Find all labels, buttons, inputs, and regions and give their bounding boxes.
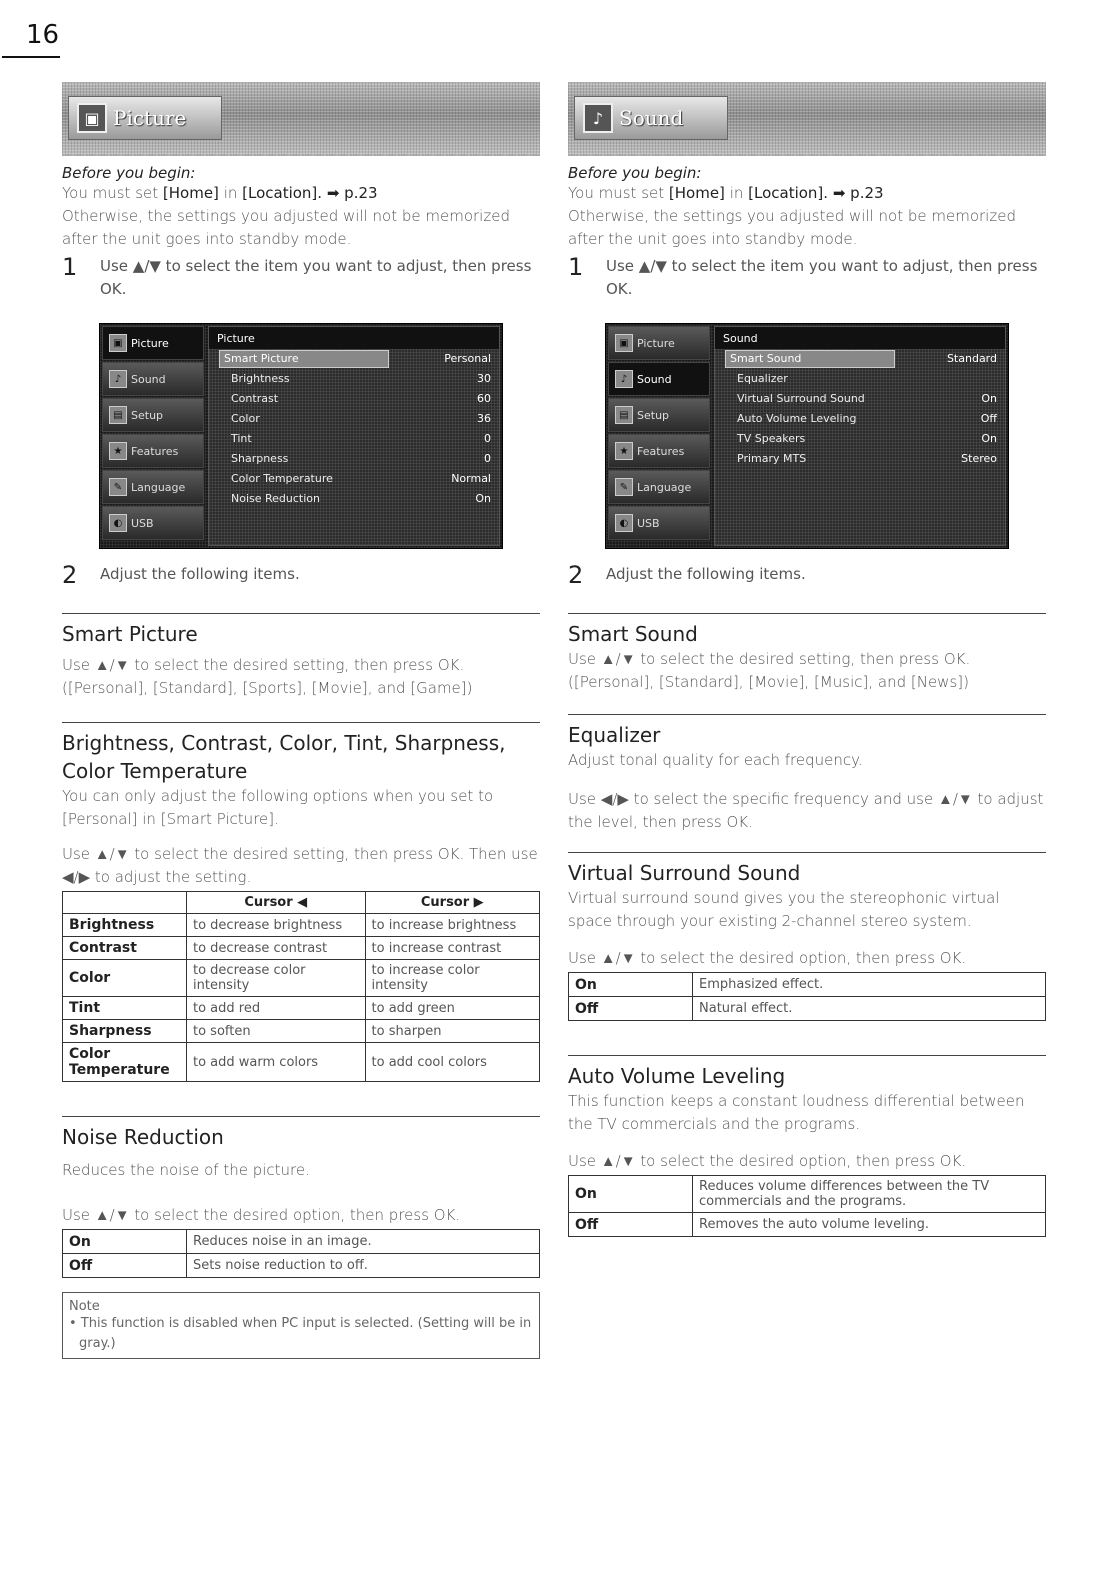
table-row [63, 937, 540, 960]
cursor-table [62, 891, 540, 1082]
cursor-table-corner [63, 892, 187, 914]
menu-row-label: Sharpness [231, 452, 289, 465]
menu-row-value: 36 [477, 412, 491, 425]
smart-picture-section [62, 613, 540, 700]
step-1-text: Use ▲/▼ to select the item you want to adjust, then press OK. [100, 257, 532, 298]
auto-volume-section [568, 1055, 1046, 1237]
menu-row-value: 0 [484, 432, 491, 445]
menu-title: Picture [209, 327, 499, 349]
menu-row [209, 469, 499, 489]
cursor-right-header: Cursor ▶ [365, 892, 539, 914]
setup-icon: ▤ [615, 406, 633, 424]
menu-sidebar [102, 326, 204, 542]
menu-row-label: Contrast [231, 392, 279, 405]
vss-p1: Virtual surround sound gives you the stereophonic virtual space through your existing 2-channel stereo system. [568, 889, 1000, 930]
menu-row-label: Tint [231, 432, 252, 445]
noise-reduction-heading: Noise Reduction [62, 1125, 224, 1149]
setting-name: Sharpness [63, 1020, 187, 1043]
menu-sidebar-item-sound [608, 362, 710, 396]
vss-options-table [568, 972, 1046, 1021]
sound-banner [568, 82, 1046, 156]
menu-sidebar-item-picture [102, 326, 204, 360]
menu-sidebar-item-language [608, 470, 710, 504]
menu-row-value: On [475, 492, 491, 505]
note-box [62, 1292, 540, 1359]
avl-options-table [568, 1175, 1046, 1237]
menu-sidebar-label: Setup [131, 408, 164, 422]
cursor-left-header: Cursor ◀ [187, 892, 366, 914]
menu-row-value: Normal [451, 472, 491, 485]
menu-row [209, 389, 499, 409]
menu-main-panel [714, 326, 1006, 546]
picture-banner-tab [68, 96, 222, 140]
equalizer-p2: Use ◀/▶ to select the specific frequency and use ▲/▼ to adjust the level, then press OK. [568, 790, 1044, 831]
before-you-begin-title: Before you begin: [568, 164, 702, 182]
menu-sidebar-item-sound [102, 362, 204, 396]
avl-p2: Use ▲/▼ to select the desired option, then press OK. [568, 1152, 967, 1170]
equalizer-heading: Equalizer [568, 723, 661, 747]
menu-row [209, 369, 499, 389]
menu-row-label: Auto Volume Leveling [737, 412, 857, 425]
features-icon: ★ [109, 442, 127, 460]
menu-row [209, 429, 499, 449]
sound-icon: ♪ [109, 370, 127, 388]
table-row [569, 1176, 1046, 1213]
setting-name: Color [63, 960, 187, 997]
cursor-left-effect: to add red [187, 997, 366, 1020]
menu-row-label: TV Speakers [737, 432, 806, 445]
setting-name: Brightness [63, 914, 187, 937]
menu-sidebar-label: USB [637, 516, 660, 530]
menu-sidebar-item-language [102, 470, 204, 504]
menu-row-value: Stereo [961, 452, 997, 465]
before-line-2: Otherwise, the settings you adjusted will not be memorized after the unit goes into standby mode. [568, 207, 1016, 248]
table-row [63, 960, 540, 997]
smart-sound-section [568, 613, 1046, 694]
table-row [63, 1230, 540, 1254]
step-1-text: Use ▲/▼ to select the item you want to adjust, then press OK. [606, 257, 1038, 298]
menu-sidebar-label: Picture [637, 336, 675, 350]
cursor-left-effect: to decrease color intensity [187, 960, 366, 997]
brightness-p2: Use ▲/▼ to select the desired setting, then press OK. Then use ◀/▶ to adjust the setting. [62, 845, 538, 886]
step-2: 2 Adjust the following items. [568, 561, 806, 589]
menu-row [209, 489, 499, 509]
table-row [63, 997, 540, 1020]
usb-icon: ◐ [615, 514, 633, 532]
picture-icon: ▣ [109, 334, 127, 352]
option-name: On [569, 973, 693, 997]
smart-picture-line2: ([Personal], [Standard], [Sports], [Movie], and [Game]) [62, 679, 473, 697]
step-2-text: Adjust the following items. [606, 565, 806, 583]
menu-row [209, 409, 499, 429]
features-icon: ★ [615, 442, 633, 460]
menu-row [715, 389, 1005, 409]
cursor-right-effect: to sharpen [365, 1020, 539, 1043]
sound-column [568, 82, 1046, 1237]
step-1: 1 Use ▲/▼ to select the item you want to adjust, then press OK. [568, 255, 1046, 301]
option-desc: Reduces noise in an image. [187, 1230, 540, 1254]
picture-icon: ▣ [615, 334, 633, 352]
smart-sound-heading: Smart Sound [568, 622, 698, 646]
menu-sidebar-label: Setup [637, 408, 670, 422]
virtual-surround-heading: Virtual Surround Sound [568, 861, 801, 885]
setup-icon: ▤ [109, 406, 127, 424]
sound-banner-tab [574, 96, 728, 140]
menu-row-value: On [981, 392, 997, 405]
setting-name: Color Temperature [63, 1043, 187, 1082]
picture-banner [62, 82, 540, 156]
sound-menu-screenshot [605, 323, 1009, 549]
cursor-left-effect: to soften [187, 1020, 366, 1043]
picture-column [62, 82, 540, 1359]
step-1: 1 Use ▲/▼ to select the item you want to adjust, then press OK. [62, 255, 540, 301]
menu-row-label: Color Temperature [231, 472, 333, 485]
auto-volume-heading: Auto Volume Leveling [568, 1064, 786, 1088]
option-name: On [569, 1176, 693, 1213]
note-item: • This function is disabled when PC input is selected. (Setting will be in gray.) [69, 1316, 532, 1351]
menu-row-label: Brightness [231, 372, 290, 385]
equalizer-p1: Adjust tonal quality for each frequency. [568, 751, 863, 769]
menu-sidebar-item-features [608, 434, 710, 468]
option-desc: Reduces volume differences between the TV commercials and the programs. [693, 1176, 1046, 1213]
before-line-1: You must set [Home] in [Location]. ➡ p.23 [568, 184, 884, 202]
option-name: Off [569, 997, 693, 1021]
menu-row [209, 349, 499, 369]
cursor-left-effect: to decrease contrast [187, 937, 366, 960]
cursor-right-effect: to increase brightness [365, 914, 539, 937]
cursor-right-effect: to increase color intensity [365, 960, 539, 997]
picture-banner-label: Picture [113, 106, 187, 130]
menu-row-value: 0 [484, 452, 491, 465]
option-desc: Natural effect. [693, 997, 1046, 1021]
menu-row-label: Primary MTS [737, 452, 807, 465]
noise-reduction-section [62, 1116, 540, 1359]
before-line-1: You must set [Home] in [Location]. ➡ p.23 [62, 184, 378, 202]
menu-row [209, 449, 499, 469]
menu-sidebar-label: USB [131, 516, 154, 530]
menu-row-label: Virtual Surround Sound [737, 392, 865, 405]
smart-picture-heading: Smart Picture [62, 622, 198, 646]
brightness-p1: You can only adjust the following options when you set to [Personal] in [Smart Picture]. [62, 787, 494, 828]
menu-sidebar-item-usb [102, 506, 204, 540]
page-number-rule [2, 56, 60, 58]
step-2-text: Adjust the following items. [100, 565, 300, 583]
equalizer-section [568, 714, 1046, 834]
table-row [63, 1043, 540, 1082]
table-row [569, 997, 1046, 1021]
option-desc: Sets noise reduction to off. [187, 1254, 540, 1278]
cursor-right-effect: to increase contrast [365, 937, 539, 960]
brightness-heading: Brightness, Contrast, Color, Tint, Sharpness, Color Temperature [62, 731, 506, 783]
menu-row-value: Off [980, 412, 997, 425]
menu-row-value: 30 [477, 372, 491, 385]
smart-sound-line1: Use ▲/▼ to select the desired setting, then press OK. [568, 650, 971, 668]
menu-row-label: Color [231, 412, 260, 425]
menu-sidebar-label: Sound [131, 372, 166, 386]
language-icon: ✎ [615, 478, 633, 496]
table-row [63, 1020, 540, 1043]
menu-row-value: On [981, 432, 997, 445]
page-number: 16 [26, 20, 60, 50]
menu-row [715, 449, 1005, 469]
menu-sidebar-label: Features [131, 444, 179, 458]
table-row [569, 1213, 1046, 1237]
option-name: Off [569, 1213, 693, 1237]
menu-row-value: Standard [946, 352, 997, 365]
menu-main-panel [208, 326, 500, 546]
picture-icon: ▣ [77, 103, 107, 133]
menu-sidebar-item-picture [608, 326, 710, 360]
noise-p1: Reduces the noise of the picture. [62, 1161, 310, 1179]
table-row [63, 1254, 540, 1278]
menu-sidebar-label: Picture [131, 336, 169, 350]
menu-sidebar-label: Language [637, 480, 692, 494]
menu-row-value: Personal [444, 352, 491, 365]
menu-title: Sound [715, 327, 1005, 349]
menu-row-label: Smart Picture [219, 350, 389, 368]
avl-p1: This function keeps a constant loudness differential between the TV commercials and the programs. [568, 1092, 1025, 1133]
menu-row-label: Equalizer [737, 372, 788, 385]
usb-icon: ◐ [109, 514, 127, 532]
before-you-begin-title: Before you begin: [62, 164, 196, 182]
menu-row-value: 60 [477, 392, 491, 405]
option-desc: Removes the auto volume leveling. [693, 1213, 1046, 1237]
note-title: Note [69, 1299, 100, 1314]
setting-name: Tint [63, 997, 187, 1020]
smart-picture-line1: Use ▲/▼ to select the desired setting, then press OK. [62, 656, 465, 674]
cursor-right-effect: to add cool colors [365, 1043, 539, 1082]
sound-banner-label: Sound [619, 106, 684, 130]
setting-name: Contrast [63, 937, 187, 960]
menu-sidebar-item-setup [608, 398, 710, 432]
smart-sound-line2: ([Personal], [Standard], [Movie], [Music], and [News]) [568, 673, 969, 691]
cursor-right-effect: to add green [365, 997, 539, 1020]
table-row [63, 914, 540, 937]
cursor-left-effect: to decrease brightness [187, 914, 366, 937]
picture-menu-screenshot [99, 323, 503, 549]
menu-row [715, 369, 1005, 389]
language-icon: ✎ [109, 478, 127, 496]
menu-sidebar-item-features [102, 434, 204, 468]
menu-row [715, 429, 1005, 449]
vss-p2: Use ▲/▼ to select the desired option, then press OK. [568, 949, 967, 967]
option-desc: Emphasized effect. [693, 973, 1046, 997]
music-note-icon: ♪ [583, 103, 613, 133]
menu-sidebar-label: Sound [637, 372, 672, 386]
menu-sidebar-item-usb [608, 506, 710, 540]
menu-row-label: Smart Sound [725, 350, 895, 368]
menu-sidebar [608, 326, 710, 542]
option-name: On [63, 1230, 187, 1254]
menu-sidebar-label: Features [637, 444, 685, 458]
menu-sidebar-label: Language [131, 480, 186, 494]
menu-sidebar-item-setup [102, 398, 204, 432]
step-2: 2 Adjust the following items. [62, 561, 300, 589]
menu-row [715, 409, 1005, 429]
virtual-surround-section [568, 852, 1046, 1021]
table-row [569, 973, 1046, 997]
noise-p2: Use ▲/▼ to select the desired option, then press OK. [62, 1206, 461, 1224]
brightness-section [62, 722, 540, 1082]
before-line-2: Otherwise, the settings you adjusted will not be memorized after the unit goes into standby mode. [62, 207, 510, 248]
cursor-left-effect: to add warm colors [187, 1043, 366, 1082]
sound-icon: ♪ [615, 370, 633, 388]
noise-options-table [62, 1229, 540, 1278]
menu-row-label: Noise Reduction [231, 492, 320, 505]
option-name: Off [63, 1254, 187, 1278]
menu-row [715, 349, 1005, 369]
